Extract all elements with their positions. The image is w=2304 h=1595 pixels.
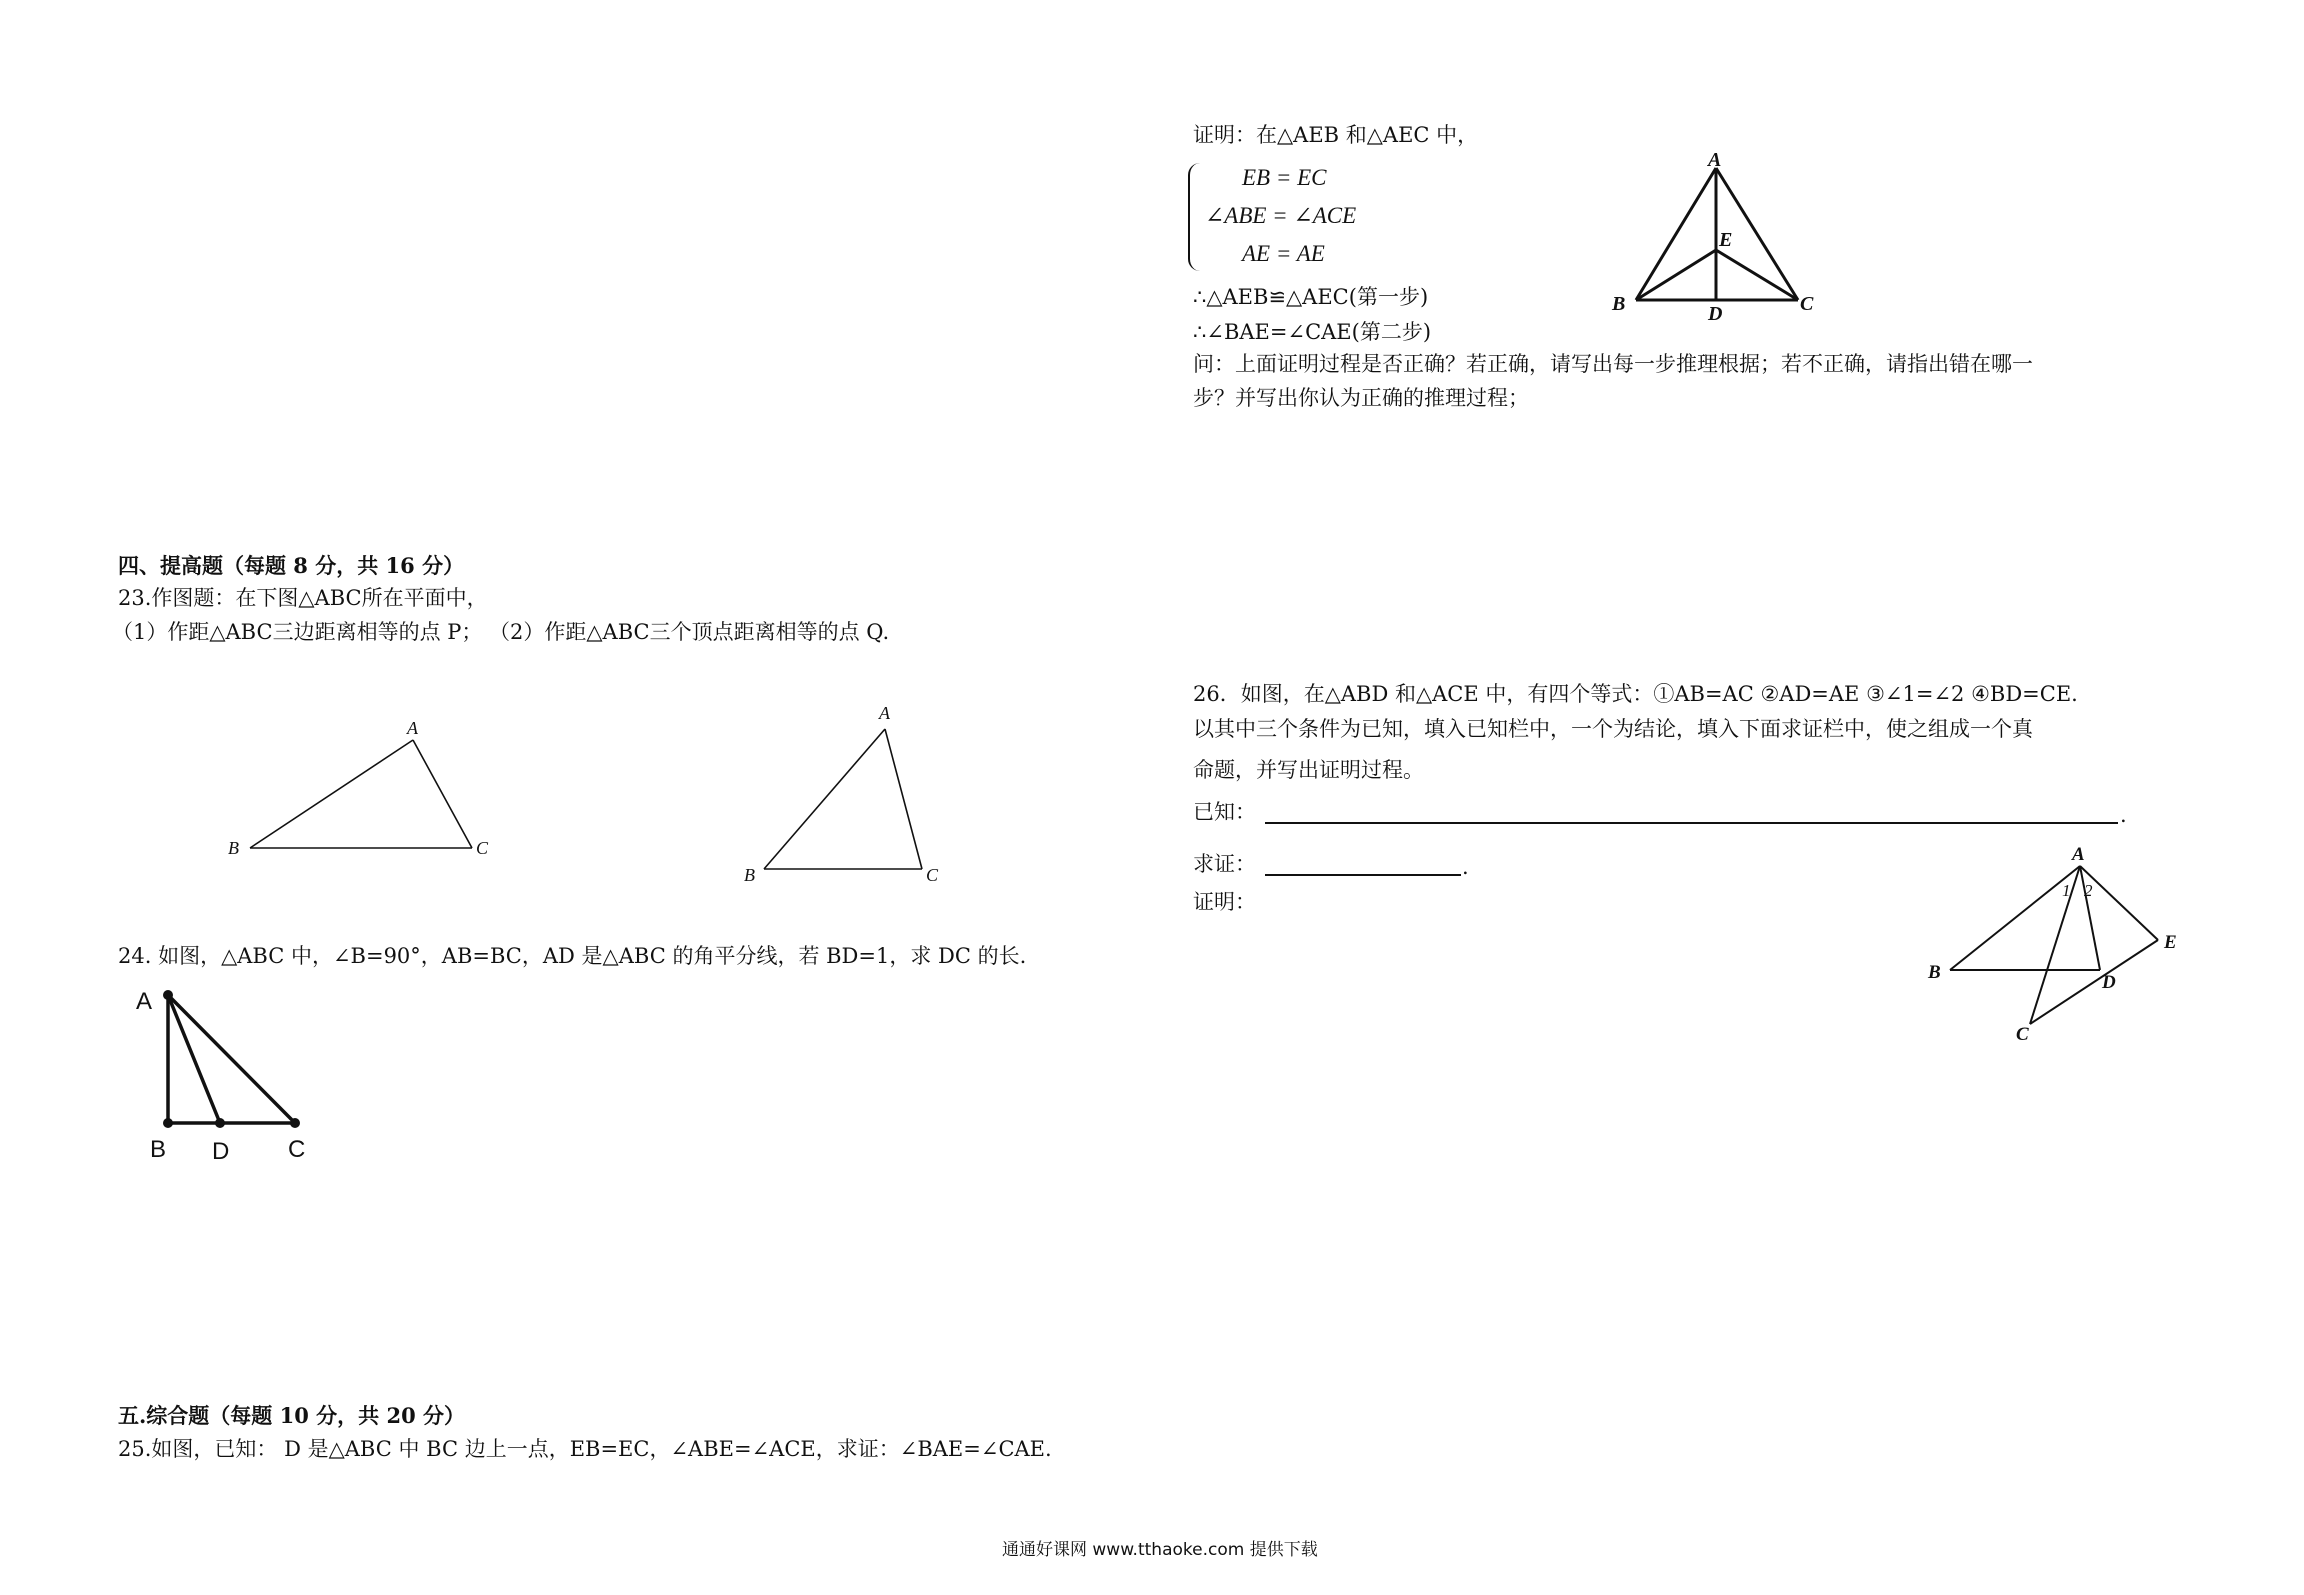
- q25-text: 25.如图，已知： D 是△ABC 中 BC 边上一点，EB=EC，∠ABE=∠ACE，求证：∠BAE=∠CAE.: [118, 1437, 1052, 1461]
- proof-question-line-1: 问：上面证明过程是否正确？若正确，请写出每一步推理根据；若不正确，请指出错在哪一: [1193, 352, 2033, 376]
- point-c: [290, 1118, 300, 1128]
- point-a: [163, 990, 173, 1000]
- proof-condition-3: AE = AE: [1242, 241, 1325, 266]
- figure-q23-triangle-1: [220, 710, 510, 860]
- q24-text: 24. 如图，△ABC 中，∠B=90°，AB=BC，AD 是△ABC 的角平分线，若 BD=1，求 DC 的长.: [118, 944, 1027, 968]
- segment-ab: [1636, 168, 1716, 300]
- label-e: E: [1719, 229, 1733, 251]
- label-a: A: [136, 988, 153, 1015]
- footer: 通通好课网 www.tthaoke.com 提供下载: [1002, 1540, 1318, 1560]
- prove-period: .: [1462, 855, 1469, 879]
- proof-step-1: ∴△AEB≌△AEC(第一步): [1193, 285, 1429, 309]
- q26-line-1: 26．如图，在△ABD 和△ACE 中，有四个等式：①AB=AC ②AD=AE ③∠1=∠2 ④BD=CE.: [1193, 682, 2078, 706]
- segment-ab: [1950, 866, 2080, 970]
- q23-line-1: 23.作图题：在下图△ABC所在平面中，: [118, 586, 488, 610]
- figure-q23-triangle-2: [740, 695, 960, 895]
- label-e: E: [2164, 932, 2177, 953]
- label-angle-2: 2: [2084, 881, 2093, 900]
- label-b: B: [744, 865, 755, 885]
- segment-ac: [168, 995, 295, 1123]
- segment-eb: [1636, 250, 1716, 300]
- label-b: B: [1612, 293, 1626, 315]
- label-c: C: [288, 1136, 306, 1163]
- known-label: 已知：: [1193, 800, 1256, 824]
- label-c: C: [476, 838, 489, 858]
- q25-proof-intro: 证明：在△AEB 和△AEC 中，: [1193, 123, 1479, 147]
- proof-condition-2: ∠ABE = ∠ACE: [1205, 203, 1357, 228]
- figure-q26: [1920, 840, 2180, 1045]
- segment-ac: [2030, 866, 2080, 1024]
- label-c: C: [926, 865, 939, 885]
- label-a: A: [1708, 149, 1722, 171]
- figure-q25-triangle: [1600, 149, 1830, 325]
- point-d: [215, 1118, 225, 1128]
- segment-ab: [250, 740, 413, 848]
- q26-line-2: 以其中三个条件为已知，填入已知栏中，一个为结论，填入下面求证栏中，使之组成一个真: [1193, 717, 2033, 741]
- label-c: C: [1800, 293, 1814, 315]
- figure-q24-triangle: [120, 975, 340, 1165]
- point-b: [163, 1118, 173, 1128]
- prove-label: 求证：: [1193, 852, 1256, 876]
- segment-ad: [168, 995, 220, 1123]
- proof-label: 证明：: [1193, 890, 1256, 914]
- q23-line-2: （1）作距△ABC三边距离相等的点 P； （2）作距△ABC三个顶点距离相等的点 Q.: [112, 620, 890, 644]
- label-a: A: [879, 703, 890, 723]
- label-a: A: [407, 718, 418, 738]
- section-5-title: 五.综合题（每题 10 分，共 20 分）: [118, 1403, 466, 1428]
- section-4-title: 四、提高题（每题 8 分，共 16 分）: [118, 553, 465, 578]
- label-c: C: [2016, 1024, 2029, 1045]
- label-d: D: [1708, 303, 1723, 325]
- label-b: B: [150, 1136, 167, 1163]
- label-b: B: [1928, 962, 1941, 983]
- label-angle-1: 1: [2062, 881, 2071, 900]
- label-d: D: [212, 1138, 230, 1165]
- known-blank[interactable]: [1265, 822, 2118, 824]
- label-a: A: [2072, 844, 2085, 865]
- proof-condition-1: EB = EC: [1242, 165, 1327, 190]
- segment-ac: [885, 729, 922, 869]
- segment-ec: [1716, 250, 1798, 300]
- segment-ac: [413, 740, 472, 848]
- segment-ab: [764, 729, 885, 869]
- prove-blank[interactable]: [1265, 874, 1461, 876]
- known-period: .: [2120, 803, 2127, 827]
- system-brace: [1188, 163, 1200, 271]
- proof-step-2: ∴∠BAE=∠CAE(第二步): [1193, 320, 1432, 344]
- q26-line-3: 命题，并写出证明过程。: [1193, 758, 1424, 782]
- segment-ce: [2030, 940, 2158, 1024]
- proof-question-line-2: 步？并写出你认为正确的推理过程；: [1193, 386, 1529, 410]
- label-d: D: [2102, 972, 2116, 993]
- label-b: B: [228, 838, 239, 858]
